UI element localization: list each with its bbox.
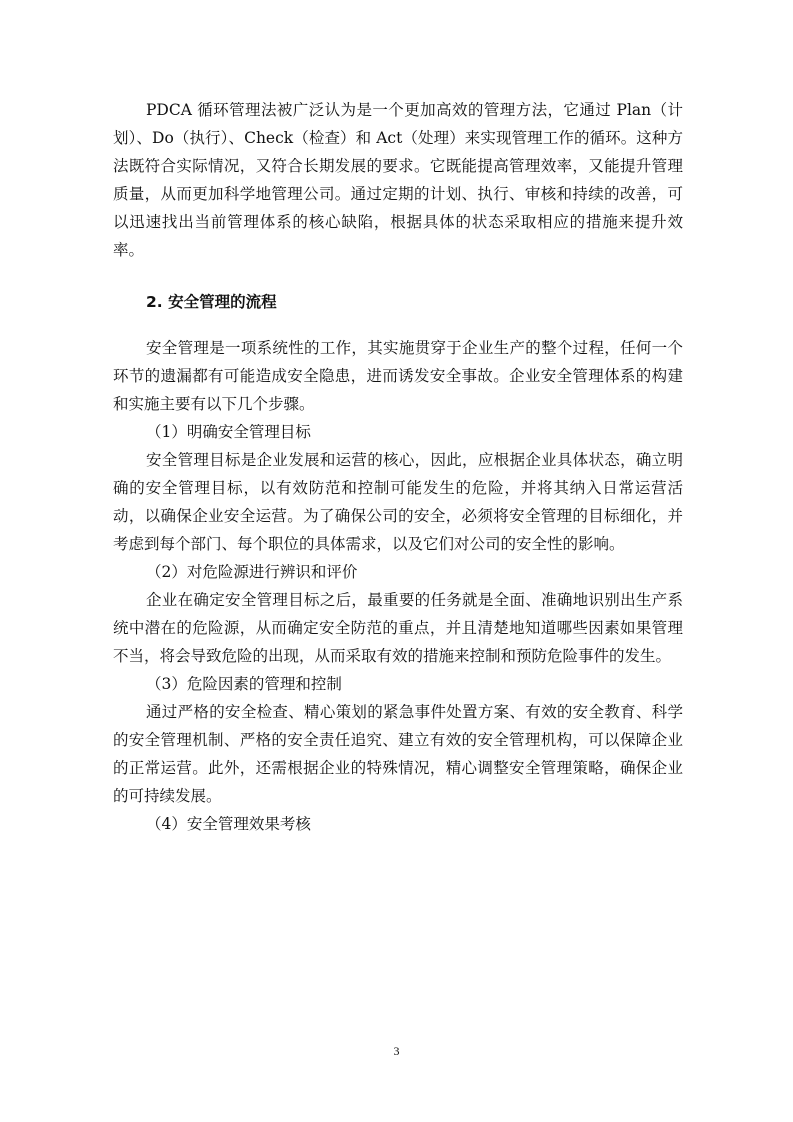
step-2-body: 企业在确定安全管理目标之后，最重要的任务就是全面、准确地识别出生产系统中潜在的危险源，从而确定安全防范的重点，并且清楚地知道哪些因素如果管理不当，将会导致危险的出现，从而采取有效的措施来控制和预防危险事件的发生。: [113, 591, 683, 665]
step-3-title: （3）危险因素的管理和控制: [146, 675, 342, 693]
page-content: [113, 96, 683, 838]
page-number: 3: [393, 1044, 400, 1058]
section-intro-paragraph: 安全管理是一项系统性的工作，其实施贯穿于企业生产的整个过程，任何一个环节的遗漏都有可能造成安全隐患，进而诱发安全事故。企业安全管理体系的构建和实施主要有以下几个步骤。: [113, 339, 683, 413]
pdca-paragraph: PDCA 循环管理法被广泛认为是一个更加高效的管理方法，它通过 Plan（计划）、Do（执行）、Check（检查）和 Act（处理）来实现管理工作的循环。这种方法既符合实际情况，又符合长期发展的要求。它既能提高管理效率，又能提升管理质量，从而更加科学地管理公司。通过定期的计划、执行、审核和持续的改善，可以迅速找出当前管理体系的核心缺陷，根据具体的状态采取相应的措施来提升效率。: [113, 101, 683, 259]
step-1-title: （1）明确安全管理目标: [146, 423, 311, 441]
section-heading: 2. 安全管理的流程: [146, 293, 277, 311]
step-3-body: 通过严格的安全检查、精心策划的紧急事件处置方案、有效的安全教育、科学的安全管理机制、严格的安全责任追究、建立有效的安全管理机构，可以保障企业的正常运营。此外，还需根据企业的特殊情况，精心调整安全管理策略，确保企业的可持续发展。: [113, 703, 683, 805]
step-4-title: （4）安全管理效果考核: [146, 815, 311, 833]
step-2-title: （2）对危险源进行辨识和评价: [146, 563, 358, 581]
step-1-body: 安全管理目标是企业发展和运营的核心，因此，应根据企业具体状态，确立明确的安全管理目标，以有效防范和控制可能发生的危险，并将其纳入日常运营活动，以确保企业安全运营。为了确保公司的安全，必须将安全管理的目标细化，并考虑到每个部门、每个职位的具体需求，以及它们对公司的安全性的影响。: [113, 451, 683, 553]
